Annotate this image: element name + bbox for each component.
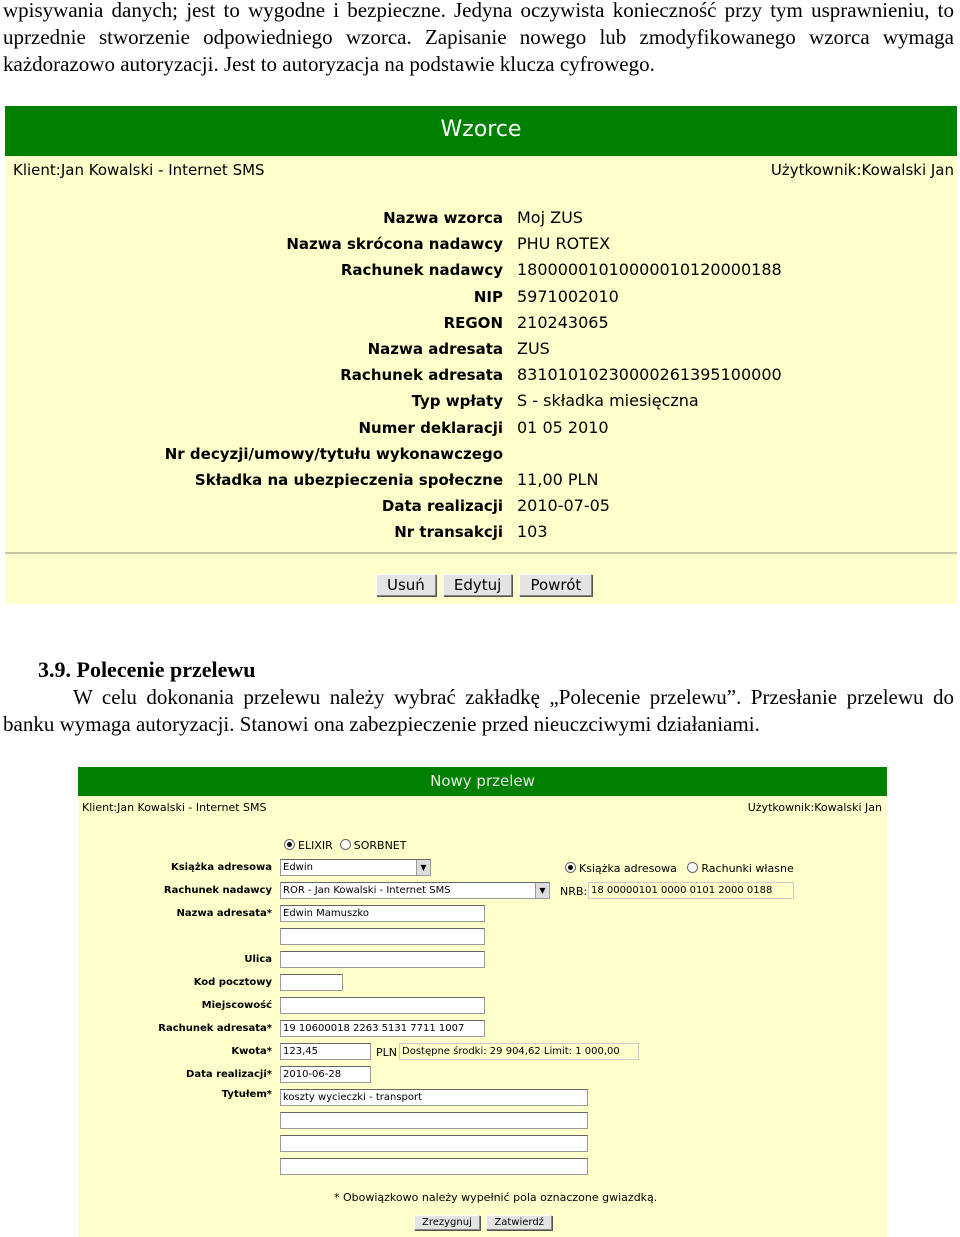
field-value: 01 05 2010	[517, 417, 609, 437]
field-row	[5, 416, 957, 442]
cancel-button[interactable]: Zrezygnuj	[414, 1215, 480, 1230]
title-line2-input[interactable]	[280, 1112, 588, 1129]
currency-label: PLN	[376, 1046, 397, 1059]
field-value: ZUS	[517, 338, 550, 358]
available-funds: Dostępne środki: 29 904,62 Limit: 1 000,00	[399, 1043, 639, 1060]
postal-code-input[interactable]	[280, 974, 343, 991]
field-value: 2010-07-05	[517, 496, 610, 516]
title-label: Tytułem*	[221, 1089, 272, 1100]
field-label: Data realizacji	[381, 497, 503, 516]
recipient-account-input[interactable]: 19 10600018 2263 5131 7711 1007	[280, 1020, 485, 1037]
field-row	[5, 311, 957, 337]
section-paragraph: W celu dokonania przelewu należy wybrać zakładkę „Polecenie przelewu”. Przesłanie przelewu do banku wymaga autoryzacji. Stanowi ona zabezpieczenie przed nieuczciwymi działaniami.	[3, 685, 954, 736]
field-value: 83101010230000261395100000	[517, 365, 782, 385]
field-label: Typ wpłaty	[411, 392, 503, 411]
client-info: Klient:Jan Kowalski - Internet SMS	[13, 161, 265, 179]
title-line3-input[interactable]	[280, 1135, 588, 1152]
amount-input[interactable]: 123,45	[280, 1043, 371, 1060]
template-fields	[5, 206, 957, 546]
user-info-2: Użytkownik:Kowalski Jan	[747, 801, 882, 814]
amount-label: Kwota*	[231, 1046, 272, 1057]
sorbnet-radio[interactable]: SORBNET	[340, 839, 407, 852]
address-book-radio[interactable]: Książka adresowa	[565, 862, 677, 875]
recipient-name-input[interactable]: Edwin Mamuszko	[280, 905, 485, 922]
recipient-account-label: Rachunek adresata*	[158, 1023, 272, 1034]
chevron-down-icon: ▼	[535, 883, 549, 898]
field-row	[5, 206, 957, 232]
execution-date-input[interactable]: 2010-06-28	[280, 1066, 371, 1083]
field-value: 210243065	[517, 312, 609, 332]
recipient-name-line2-input[interactable]	[280, 928, 485, 945]
user-info: Użytkownik:Kowalski Jan	[770, 161, 954, 179]
field-row	[5, 337, 957, 363]
templates-panel	[5, 106, 957, 604]
back-button[interactable]: Powrót	[519, 574, 592, 596]
street-label: Ulica	[244, 954, 272, 965]
radio-selected-icon	[565, 862, 576, 873]
field-row	[5, 442, 957, 468]
field-value: 103	[517, 522, 548, 542]
field-label: Nazwa adresata	[367, 339, 503, 358]
field-row	[5, 363, 957, 389]
execution-date-label: Data realizacji*	[186, 1069, 272, 1080]
field-label: REGON	[443, 313, 503, 332]
recipient-name-label: Nazwa adresata*	[176, 908, 272, 919]
field-label: Nr decyzji/umowy/tytułu wykonawczego	[164, 444, 503, 463]
title-line1-input[interactable]: koszty wycieczki - transport	[280, 1089, 588, 1106]
field-label: Numer deklaracji	[358, 418, 503, 437]
section-heading: 3.9. Polecenie przelewu	[38, 657, 256, 682]
city-label: Miejscowość	[201, 1000, 272, 1011]
street-input[interactable]	[280, 951, 485, 968]
radio-selected-icon	[284, 839, 295, 850]
edit-button[interactable]: Edytuj	[443, 574, 512, 596]
field-label: Nazwa skrócona nadawcy	[286, 235, 503, 254]
required-note: * Obowiązkowo należy wypełnić pola oznaczone gwiazdką.	[334, 1191, 658, 1204]
address-book-label: Książka adresowa	[170, 862, 272, 873]
address-book-select[interactable]: Edwin ▼	[280, 859, 431, 876]
divider	[5, 552, 957, 554]
delete-button[interactable]: Usuń	[376, 574, 436, 596]
field-row	[5, 494, 957, 520]
field-label: NIP	[473, 287, 503, 306]
radio-empty-icon	[340, 839, 351, 850]
field-row	[5, 389, 957, 415]
new-transfer-panel	[78, 767, 887, 1237]
field-label: Nr transakcji	[394, 523, 503, 542]
field-row	[5, 232, 957, 258]
field-row	[5, 258, 957, 284]
title-line4-input[interactable]	[280, 1158, 588, 1175]
chevron-down-icon: ▼	[416, 860, 430, 875]
nrb-value: 18 00000101 0000 0101 2000 0188	[588, 882, 794, 899]
field-label: Rachunek adresata	[340, 366, 503, 385]
own-accounts-radio[interactable]: Rachunki własne	[687, 862, 793, 875]
field-value: Moj ZUS	[517, 208, 583, 227]
transfer-title: Nowy przelew	[78, 767, 887, 796]
field-value: PHU ROTEX	[517, 234, 611, 254]
field-row	[5, 285, 957, 311]
field-label: Składka na ubezpieczenia społeczne	[194, 470, 503, 489]
radio-empty-icon	[687, 862, 698, 873]
field-value: 5971002010	[517, 286, 619, 306]
city-input[interactable]	[280, 997, 485, 1014]
elixir-radio[interactable]: ELIXIR	[284, 839, 333, 852]
field-value: S - składka miesięczna	[517, 391, 699, 411]
field-row	[5, 520, 957, 546]
confirm-button[interactable]: Zatwierdź	[486, 1215, 552, 1230]
postal-code-label: Kod pocztowy	[193, 977, 272, 988]
templates-title: Wzorce	[5, 106, 957, 156]
sender-account-label: Rachunek nadawcy	[163, 885, 272, 896]
intro-paragraph: wpisywania danych; jest to wygodne i bezpieczne. Jedyna oczywista konieczność przy tym usprawnieniu, to uprzednie stworzenie odpowiedniego wzorca. Zapisanie nowego lub zmodyfikowanego wzorca wymaga każdorazowo autoryzacji. Jest to autoryzacja na podstawie klucza cyfrowego.	[3, 0, 954, 76]
field-row	[5, 468, 957, 494]
field-value: 11,00 PLN	[517, 469, 599, 489]
client-info-2: Klient:Jan Kowalski - Internet SMS	[82, 801, 267, 814]
field-label: Nazwa wzorca	[383, 209, 503, 227]
sender-account-select[interactable]: ROR - Jan Kowalski - Internet SMS ▼	[280, 882, 550, 899]
field-label: Rachunek nadawcy	[340, 261, 503, 280]
nrb-label: NRB:	[560, 885, 588, 898]
field-value: 18000001010000010120000188	[517, 260, 782, 280]
